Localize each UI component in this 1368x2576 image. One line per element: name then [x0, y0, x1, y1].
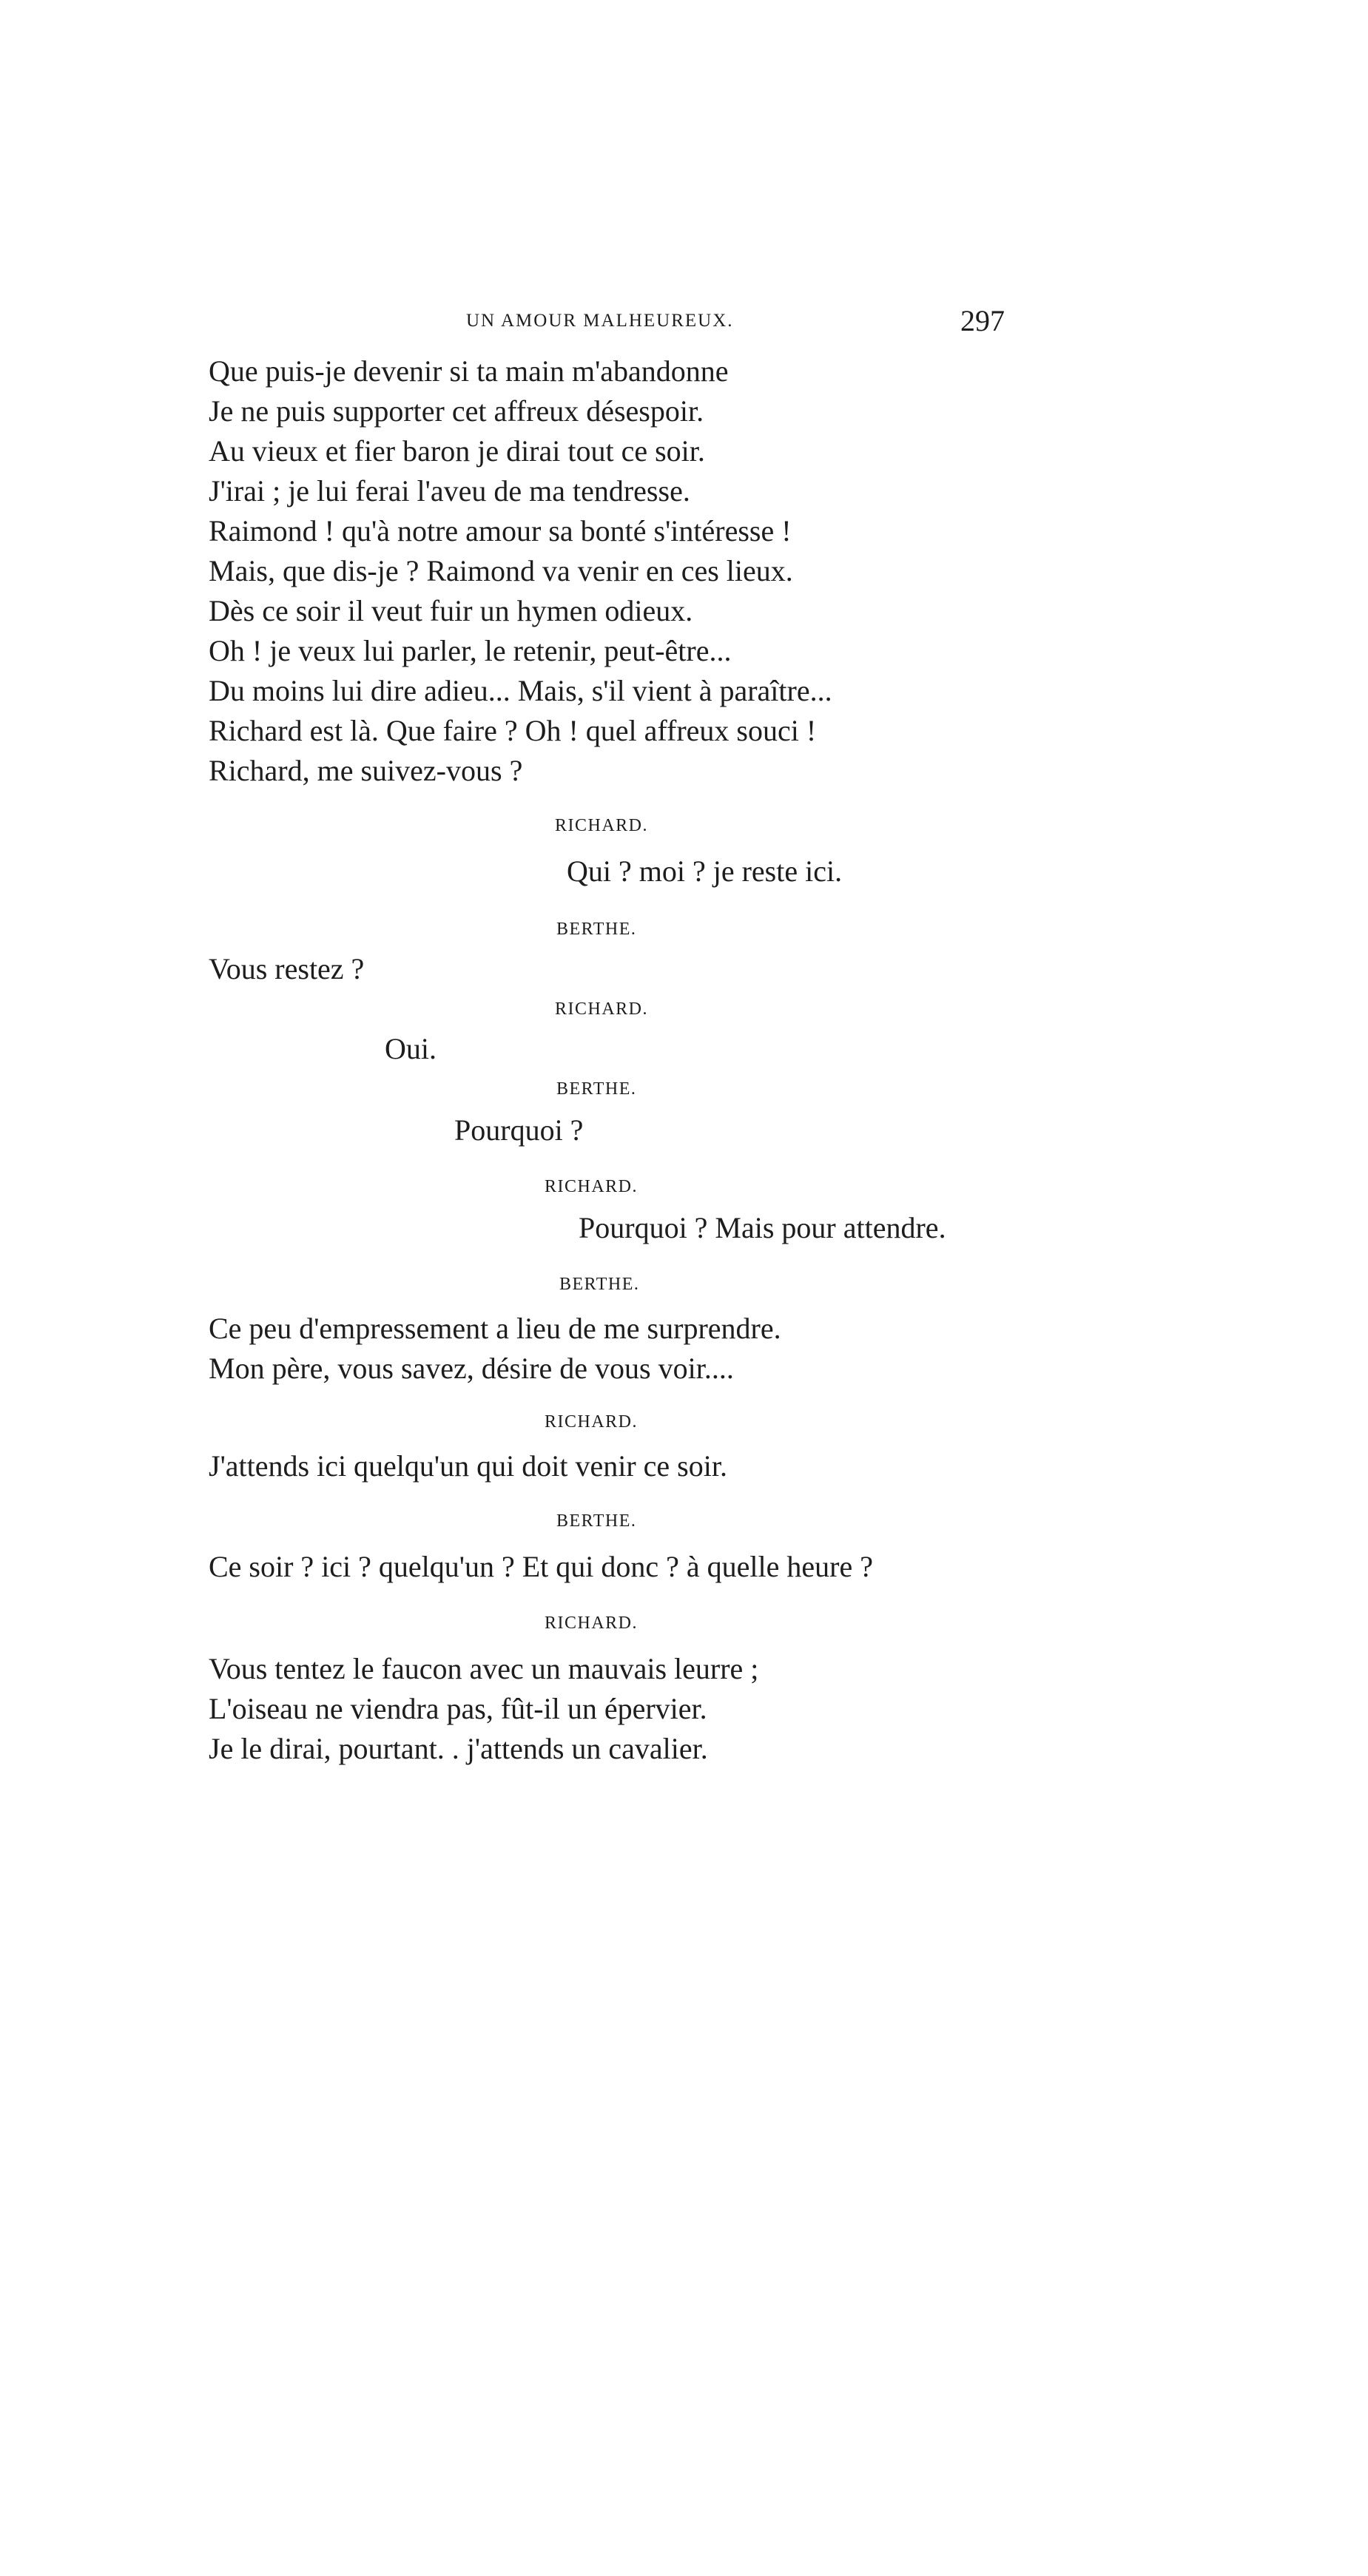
verse-line: Oui.: [385, 1032, 437, 1065]
page-number: 297: [960, 304, 1005, 337]
verse-line: Que puis-je devenir si ta main m'abandonne: [209, 354, 729, 388]
speaker-name: BERTHE.: [556, 1079, 637, 1099]
verse-line: Pourquoi ?: [454, 1113, 584, 1147]
verse-line: Vous restez ?: [209, 952, 365, 985]
verse-line: L'oiseau ne viendra pas, fût-il un épervier.: [209, 1692, 707, 1725]
speaker-name: BERTHE.: [556, 920, 637, 939]
verse-line: Oh ! je veux lui parler, le retenir, peut-être...: [209, 634, 732, 667]
verse-line: Raimond ! qu'à notre amour sa bonté s'intéresse !: [209, 514, 792, 547]
speaker-name: RICHARD.: [555, 816, 649, 835]
verse-line: Du moins lui dire adieu... Mais, s'il vient à paraître...: [209, 674, 832, 707]
verse-line: Vous tentez le faucon avec un mauvais leurre ;: [209, 1652, 759, 1685]
verse-line: Ce soir ? ici ? quelqu'un ? Et qui donc ? à quelle heure ?: [209, 1550, 873, 1583]
verse-line: Mon père, vous savez, désire de vous voir....: [209, 1352, 734, 1385]
verse-line: J'attends ici quelqu'un qui doit venir ce soir.: [209, 1449, 727, 1483]
speaker-name: BERTHE.: [556, 1511, 637, 1531]
speaker-name: BERTHE.: [559, 1275, 640, 1294]
verse-line: Mais, que dis-je ? Raimond va venir en ces lieux.: [209, 554, 793, 587]
verse-line: Richard, me suivez-vous ?: [209, 754, 523, 787]
verse-line: Richard est là. Que faire ? Oh ! quel affreux souci !: [209, 714, 817, 747]
verse-line: Je ne puis supporter cet affreux désespoir.: [209, 394, 704, 428]
verse-line: J'irai ; je lui ferai l'aveu de ma tendresse.: [209, 474, 690, 508]
verse-line: Ce peu d'empressement a lieu de me surprendre.: [209, 1312, 781, 1345]
verse-line: Dès ce soir il veut fuir un hymen odieux.: [209, 594, 693, 627]
speaker-name: RICHARD.: [545, 1412, 638, 1432]
speaker-name: RICHARD.: [555, 999, 649, 1019]
verse-line: Je le dirai, pourtant. . j'attends un cavalier.: [209, 1732, 708, 1765]
verse-line: Au vieux et fier baron je dirai tout ce soir.: [209, 434, 705, 468]
verse-line: Pourquoi ? Mais pour attendre.: [579, 1211, 946, 1244]
speaker-name: RICHARD.: [545, 1177, 638, 1196]
running-title: UN AMOUR MALHEUREUX.: [466, 311, 734, 331]
verse-line: Qui ? moi ? je reste ici.: [567, 854, 843, 888]
speaker-name: RICHARD.: [545, 1614, 638, 1633]
